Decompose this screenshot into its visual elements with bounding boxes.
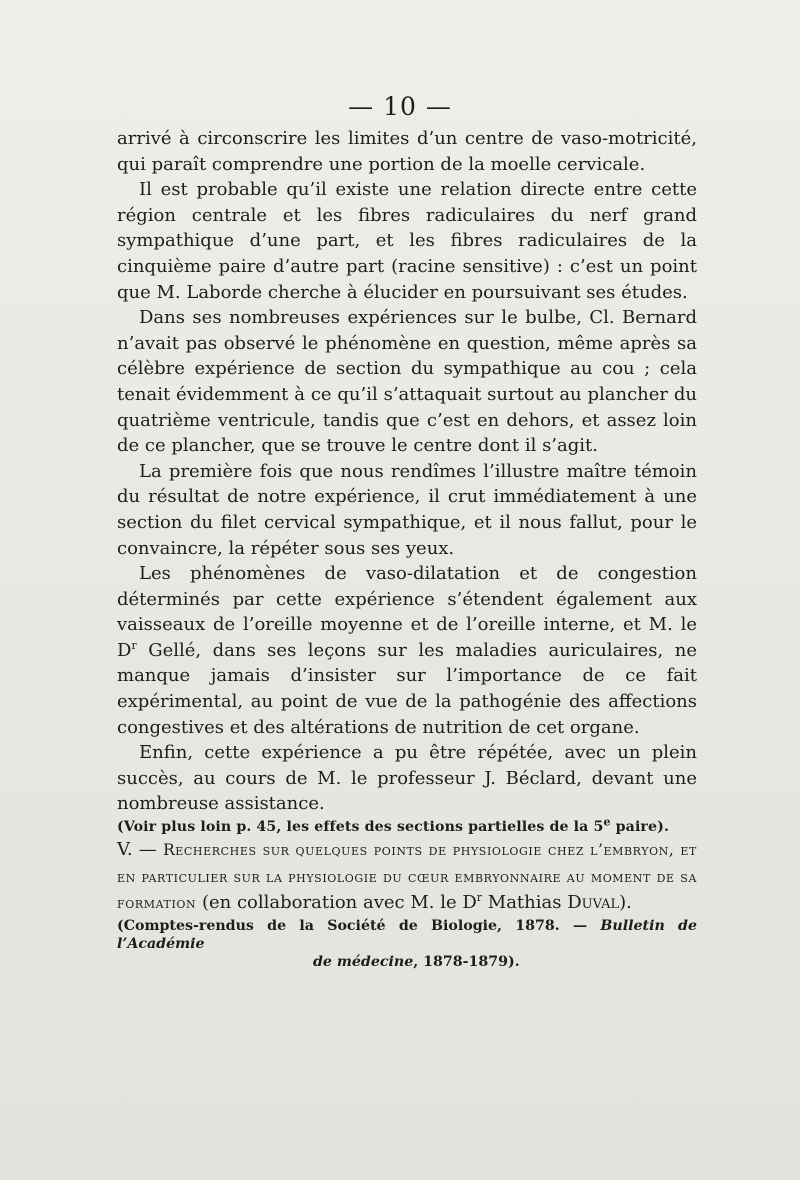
superscript: e: [603, 815, 611, 829]
paragraph-text: Gellé, dans ses leçons sur les maladies auriculaires, ne manque jamais d’insister sur l’importance de ce fait expérimental, au point de vue de la pathogénie des affections congestives et des altérations de nutrition de cet organe.: [117, 639, 697, 738]
citation-journal: Bulletin de l’Académie: [117, 917, 697, 952]
note-text: paire).: [610, 819, 669, 836]
superscript: r: [131, 638, 137, 652]
section-collab: ).: [619, 892, 632, 914]
paragraph: Enfin, cette expérience a pu être répétée, avec un plein succès, au cours de M. le professeur J. Béclard, devant une nombreuse assistance.: [117, 742, 697, 815]
section-numeral: V. —: [117, 839, 157, 861]
section-collab: (en collaboration avec M. le D: [196, 892, 477, 914]
section-title: Recherches sur quelques points de physiologie chez l’embryon, et en particulier sur la physiologie du cœur embryonnaire au moment de sa formation: [117, 841, 697, 913]
citation-text: , 1878-1879).: [413, 953, 520, 970]
citation-line-2: [117, 953, 697, 971]
section-collab-name: Duval: [567, 892, 620, 914]
section-collab: Mathias: [482, 892, 568, 914]
note-text: (Voir plus loin p. 45, les effets des sections partielles de la 5: [117, 819, 604, 836]
superscript: r: [476, 891, 483, 905]
paragraph: [117, 561, 697, 740]
note: [117, 817, 697, 837]
citation: [117, 917, 697, 971]
paragraph: Dans ses nombreuses expériences sur le bulbe, Cl. Bernard n’avait pas observé le phénomène en question, même après sa célèbre expérience de section du sympathique au cou ; cela tenait évidemment à ce qu’il s’attaquait surtout au plancher du quatrième ventricule, tandis que c’est en dehors, et assez loin de ce plancher, que se trouve le centre dont il s’agit.: [117, 307, 697, 457]
citation-journal: de médecine: [313, 953, 414, 970]
paragraph-text: Les phénomènes de vaso-dilatation et de congestion déterminés par cette expérience s’étendent également aux vaisseaux de l’oreille moyenne et de l’oreille interne, et M. le D: [117, 563, 697, 661]
paragraph: La première fois que nous rendîmes l’illustre maître témoin du résultat de notre expérience, il crut immédiatement à une section du filet cervical sympathique, et il nous fallut, pour le convaincre, la répéter sous ses yeux.: [117, 460, 697, 559]
section-heading: [117, 837, 697, 917]
body-text: [117, 126, 697, 971]
page-number: — 10 —: [348, 92, 452, 121]
citation-text: (Comptes-rendus de la Société de Biologie, 1878. —: [117, 917, 601, 934]
paragraph: arrivé à circonscrire les limites d’un centre de vaso-motricité, qui paraît comprendre une portion de la moelle cervicale.: [117, 128, 697, 175]
paragraph: Il est probable qu’il existe une relation directe entre cette région centrale et les fibres radiculaires du nerf grand sympathique d’une part, et les fibres radiculaires de la cinquième paire d’autre part (racine sensitive) : c’est un point que M. Laborde cherche à élucider en poursuivant ses études.: [117, 179, 697, 303]
